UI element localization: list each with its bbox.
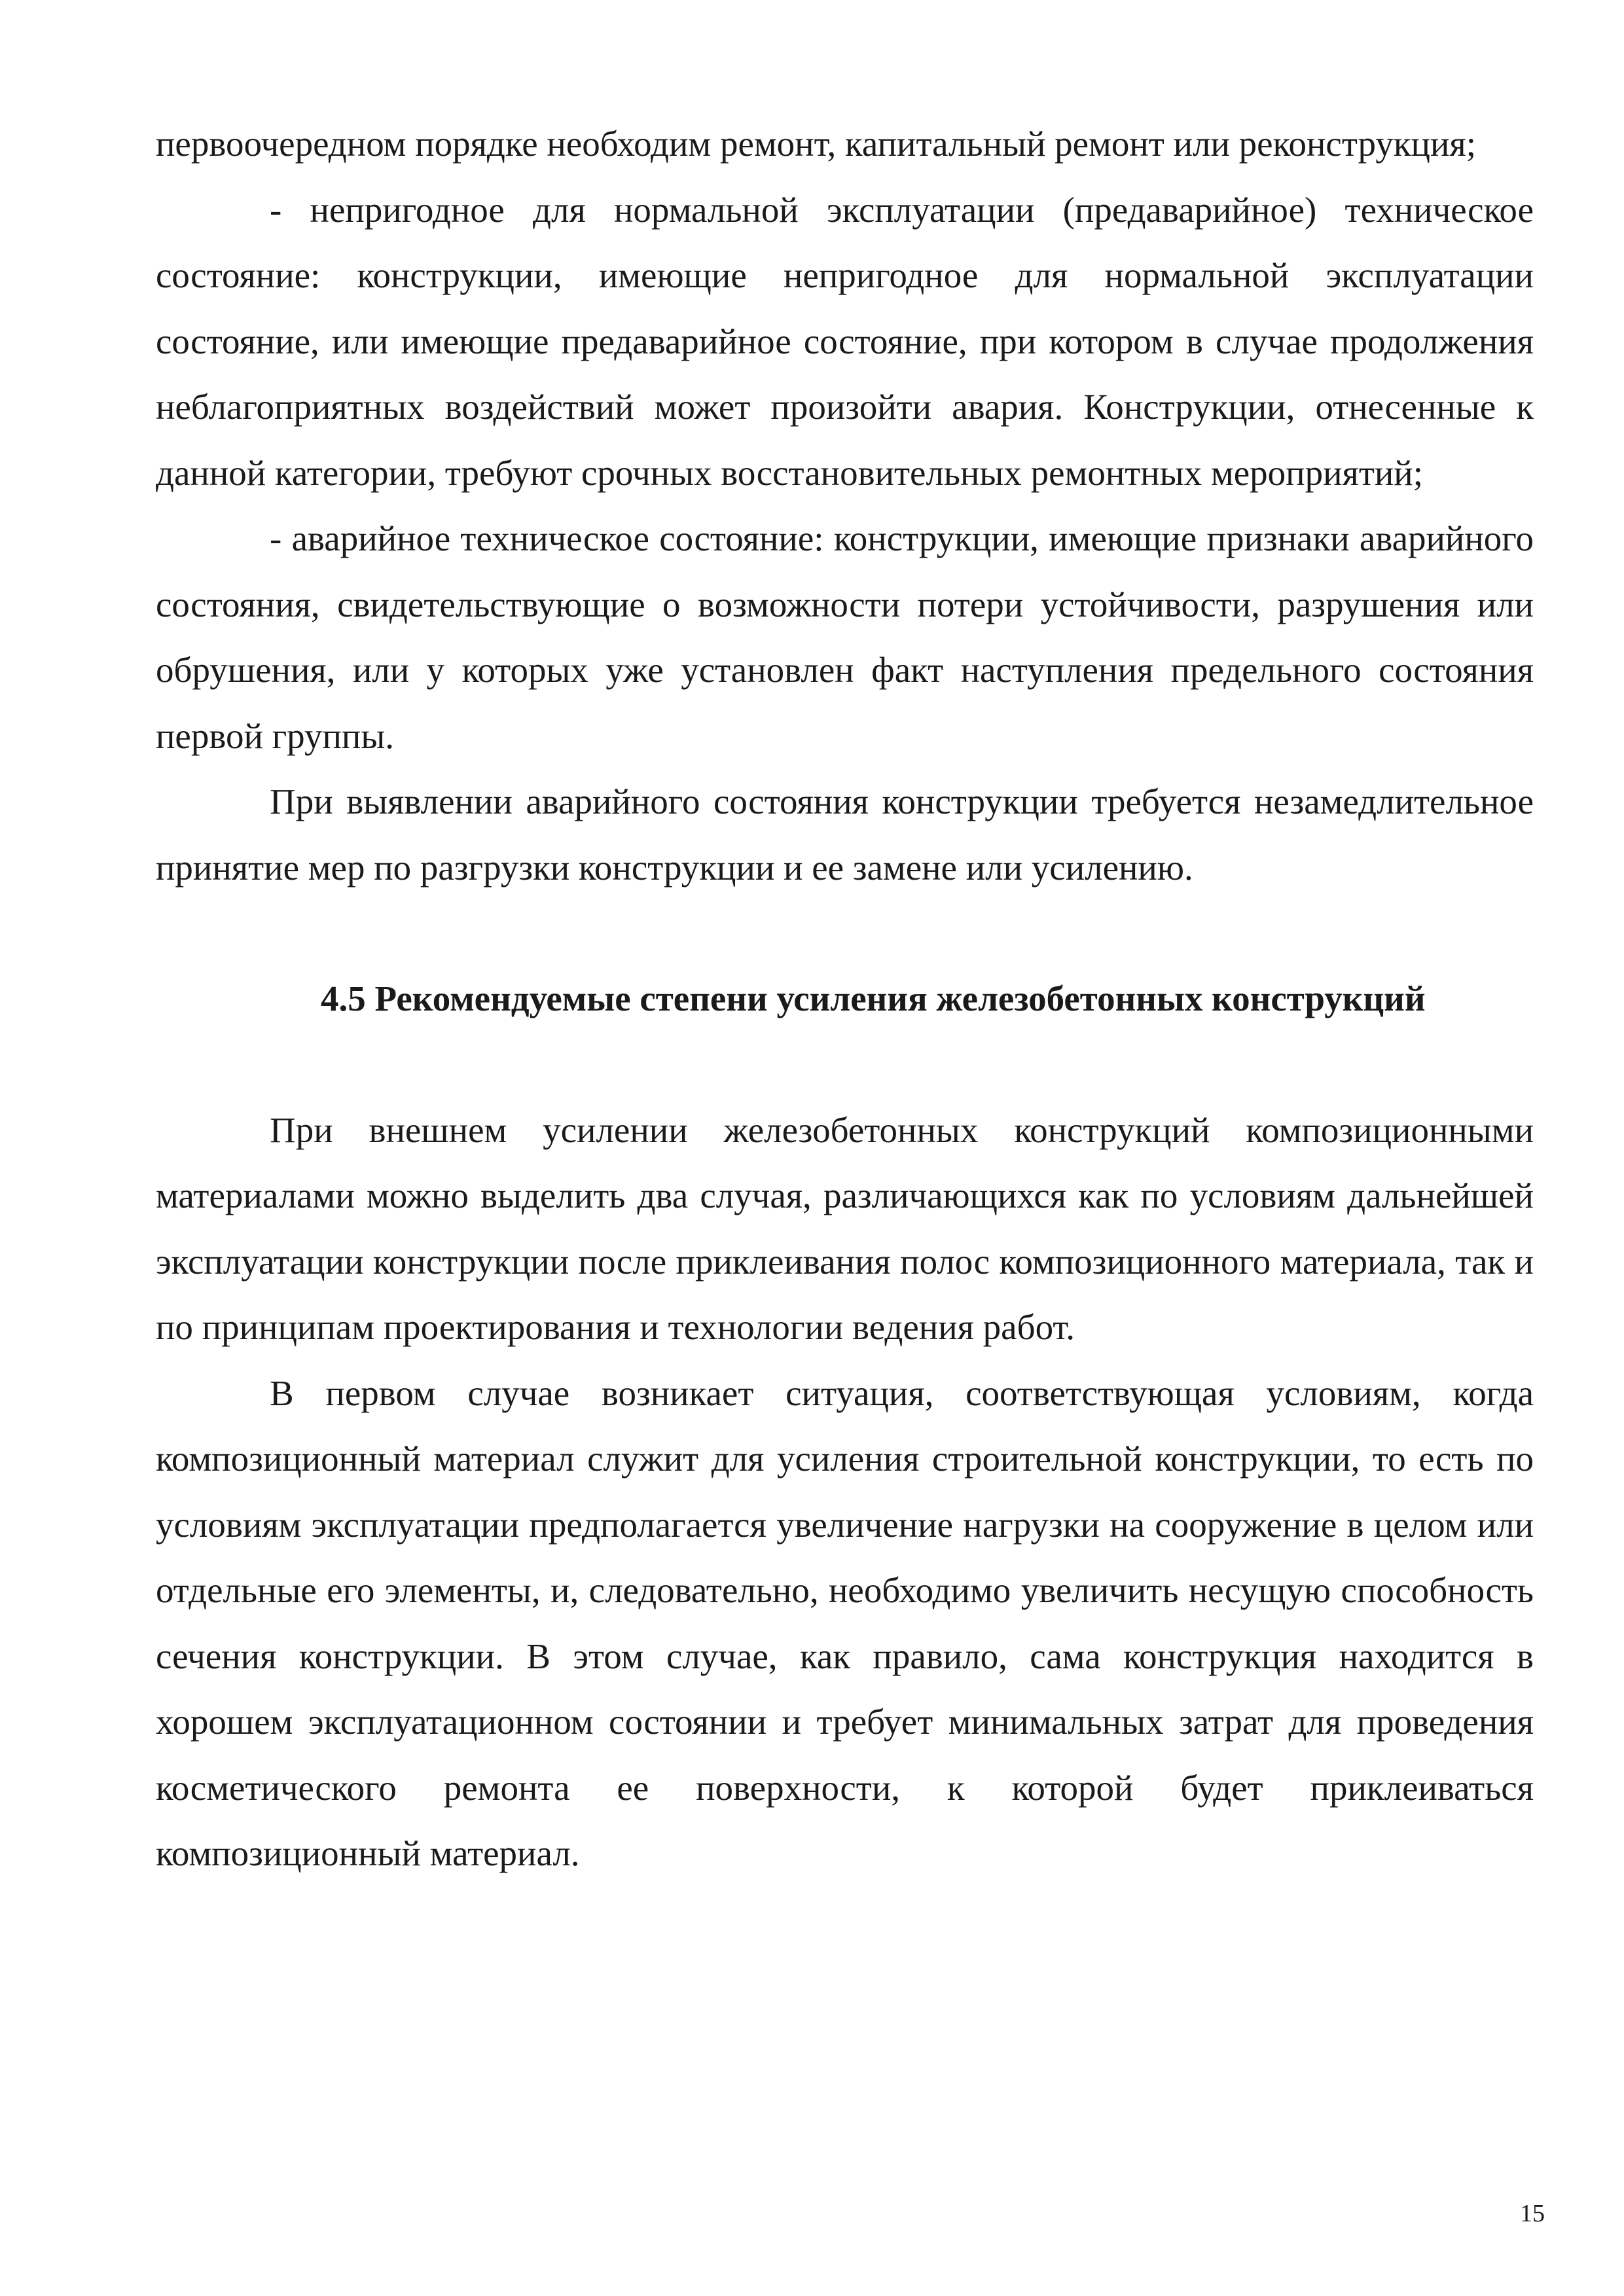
text-column xyxy=(156,111,1534,1887)
paragraph-unfit-condition: - непригодное для нормальной эксплуатации (предаварийное) техническое состояние: конструкции, имеющие непригодное для нормальной эксплуатации состояние, или имеющие предаварийное состояние, при котором в случае продолжения неблагоприятных воздействий может произойти авария. Конструкции, отнесенные к данной категории, требуют срочных восстановительных ремонтных мероприятий; xyxy=(156,189,1534,493)
paragraph-continuation: первоочередном порядке необходим ремонт, капитальный ремонт или реконструкция; xyxy=(156,124,1476,164)
page-number: 15 xyxy=(1520,2200,1545,2227)
paragraph-first-case: В первом случае возникает ситуация, соответствующая условиям, когда композиционный материал служит для усиления строительной конструкции, то есть по условиям эксплуатации предполагается увеличение нагрузки на сооружение в целом или отдельные его элементы, и, следовательно, необходимо увеличить несущую способность сечения конструкции. В этом случае, как правило, сама конструкция находится в хорошем эксплуатационном состоянии и требует минимальных затрат для проведения косметического ремонта ее поверхности, к которой будет приклеиваться композиционный материал. xyxy=(156,1372,1534,1873)
paragraph-emergency-condition: - аварийное техническое состояние: конструкции, имеющие признаки аварийного состояния, свидетельствующие о возможности потери устойчивости, разрушения или обрушения, или у которых уже установлен факт наступления предельного состояния первой группы. xyxy=(156,518,1534,756)
paragraph-emergency-measures: При выявлении аварийного состояния конструкции требуется незамедлительное принятие мер по разгрузки конструкции и ее замене или усилению. xyxy=(156,781,1534,888)
spacer xyxy=(156,901,1534,966)
spacer xyxy=(156,1032,1534,1098)
section-heading: 4.5 Рекомендуемые степени усиления железобетонных конструкций xyxy=(321,978,1426,1018)
paragraph-external-strengthening: При внешнем усилении железобетонных конструкций композиционными материалами можно выделить два случая, различающихся как по условиям дальнейшей эксплуатации конструкции после приклеивания полос композиционного материала, так и по принципам проектирования и технологии ведения работ. xyxy=(156,1109,1534,1347)
